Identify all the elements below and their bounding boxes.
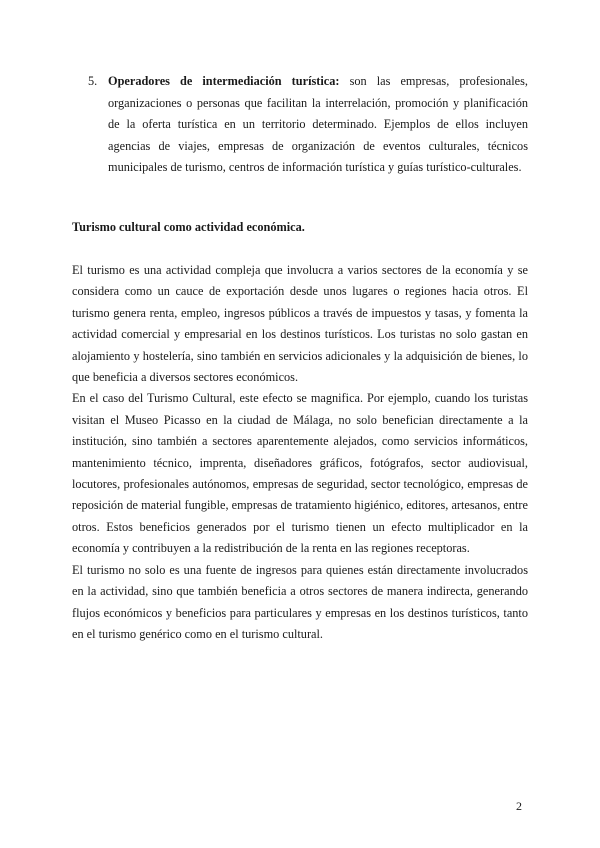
paragraph: El turismo no solo es una fuente de ingresos para quienes están directamente involucrados en la actividad, sino que también beneficia a otros sectores de manera indirecta, generando flujos económicos y beneficios para particulares y empresas en los destinos turísticos, tanto en el turismo genérico como en el turismo cultural. xyxy=(72,562,528,641)
section-heading: Turismo cultural como actividad económica. xyxy=(72,220,305,234)
page-number: 2 xyxy=(516,799,522,813)
list-item-description: son las empresas, profesionales, organizaciones o personas que facilitan la interrelación, promoción y planificación de la oferta turística en un territorio determinado. Ejemplos de ellos incluyen agencias de viajes, empresas de organización de eventos culturales, técnicos municipales de turismo, centros de información turística y guías turístico-culturales. xyxy=(108,74,528,175)
paragraph: En el caso del Turismo Cultural, este efecto se magnifica. Por ejemplo, cuando los turistas visitan el Museo Picasso en la ciudad de Málaga, no solo benefician directamente a la institución, sino también a sectores aparentemente alejados, como servicios informáticos, mantenimiento técnico, imprenta, diseñadores gráficos, fotógrafos, sector audiovisual, locutores, profesionales autónomos, empresas de seguridad, sector tecnológico, empresas de reposición de material fungible, empresas de tratamiento higiénico, editores, artesanos, entre otros. Estos beneficios generados por el turismo tienen un efecto multiplicador en la economía y contribuyen a la redistribución de la renta en las regiones receptoras. xyxy=(72,391,528,556)
list-item-term: Operadores de intermediación turística: xyxy=(108,74,340,88)
body-text xyxy=(72,260,528,645)
paragraph: El turismo es una actividad compleja que involucra a varios sectores de la economía y se considera como un cauce de exportación desde unos lugares o regiones hacia otros. El turismo genera renta, empleo, ingresos públicos a través de impuestos y tasas, y fomenta la actividad comercial y empresarial en los destinos turísticos. Los turistas no solo gastan en alojamiento y hostelería, sino también en servicios adicionales y la adquisición de bienes, lo que beneficia a diversos sectores económicos. xyxy=(72,263,528,385)
list-number: 5. xyxy=(88,74,98,88)
list-item-text xyxy=(108,71,528,179)
